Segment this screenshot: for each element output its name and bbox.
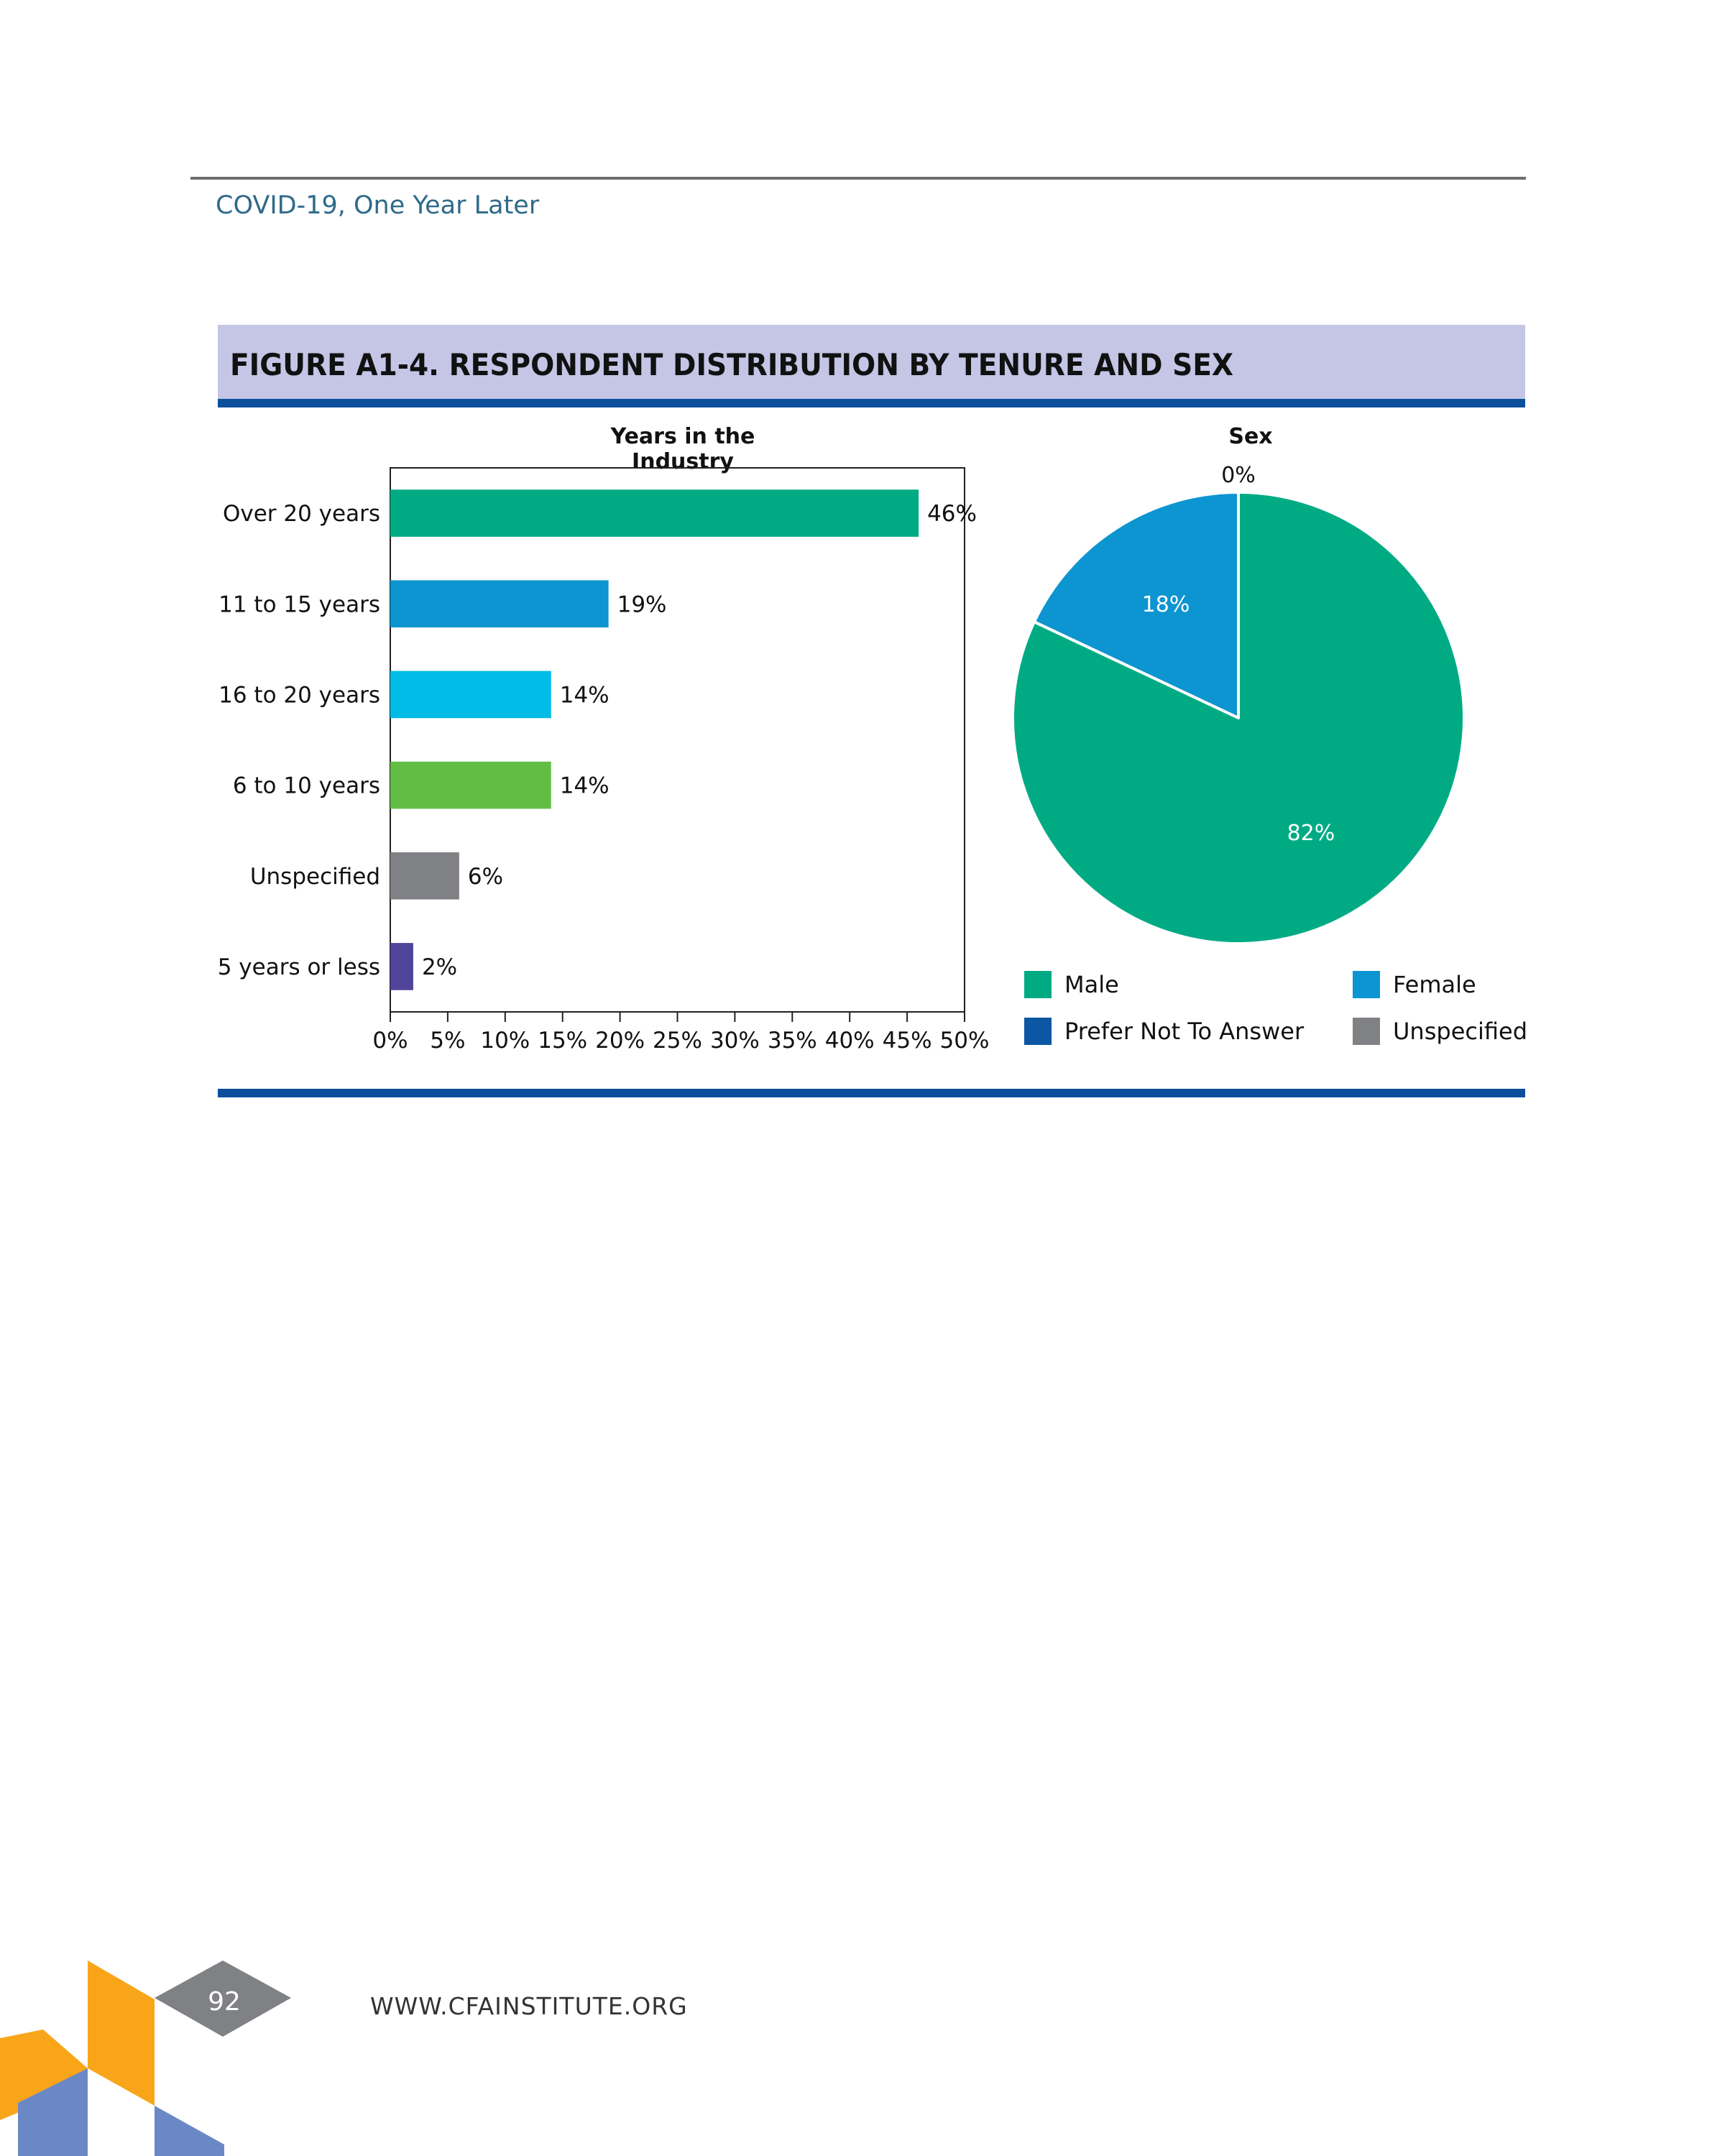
category-label-unspecified: Unspecified <box>249 863 380 890</box>
x-tick-label: 0% <box>372 1028 408 1054</box>
category-label-6-to-10-years: 6 to 10 years <box>232 773 380 799</box>
data-label-16-to-20-years: 14% <box>559 682 610 709</box>
category-label-5-years-or-less: 5 years or less <box>217 954 380 980</box>
pie-label-prefer-not-to-answer: 0% <box>1221 463 1256 488</box>
category-label-11-to-15-years: 11 to 15 years <box>218 591 380 618</box>
x-tick-label: 45% <box>882 1028 932 1054</box>
page-number: 92 <box>208 1987 241 2017</box>
figure-title: FIGURE A1-4. RESPONDENT DISTRIBUTION BY TENURE AND SEX <box>230 347 1234 382</box>
data-label-unspecified: 6% <box>467 863 504 890</box>
pie-label-female: 18% <box>1141 591 1190 617</box>
x-tick-label: 20% <box>595 1028 645 1054</box>
x-tick-label: 15% <box>538 1028 588 1054</box>
decor-shape-blue-right <box>155 2106 224 2156</box>
x-tick-label: 30% <box>709 1028 760 1054</box>
legend-label-prefer-not-to-answer: Prefer Not To Answer <box>1064 1018 1305 1045</box>
x-tick-label: 50% <box>939 1028 990 1054</box>
data-label-over-20-years: 46% <box>927 501 977 528</box>
x-tick-label: 5% <box>430 1028 466 1054</box>
pie-chart-title: Sex <box>1228 424 1273 449</box>
x-tick-label: 25% <box>653 1028 702 1054</box>
legend-label-male: Male <box>1064 971 1119 998</box>
data-label-5-years-or-less: 2% <box>421 954 458 980</box>
x-tick-label: 10% <box>480 1028 530 1054</box>
data-label-11-to-15-years: 19% <box>617 591 667 618</box>
x-tick-label: 35% <box>767 1028 817 1054</box>
data-label-6-to-10-years: 14% <box>559 773 610 799</box>
running-head: COVID-19, One Year Later <box>216 191 540 220</box>
bar-chart-title: Years in the Industry <box>610 424 755 474</box>
footer-url: WWW.CFAINSTITUTE.ORG <box>370 1992 688 2020</box>
category-label-over-20-years: Over 20 years <box>222 501 380 528</box>
decor-shape-orange-tall <box>88 1961 155 2106</box>
x-tick-label: 40% <box>824 1028 875 1054</box>
pie-label-male: 82% <box>1287 821 1335 847</box>
legend-label-female: Female <box>1393 971 1476 998</box>
legend-label-unspecified: Unspecified <box>1393 1018 1528 1045</box>
category-label-16-to-20-years: 16 to 20 years <box>218 682 380 709</box>
